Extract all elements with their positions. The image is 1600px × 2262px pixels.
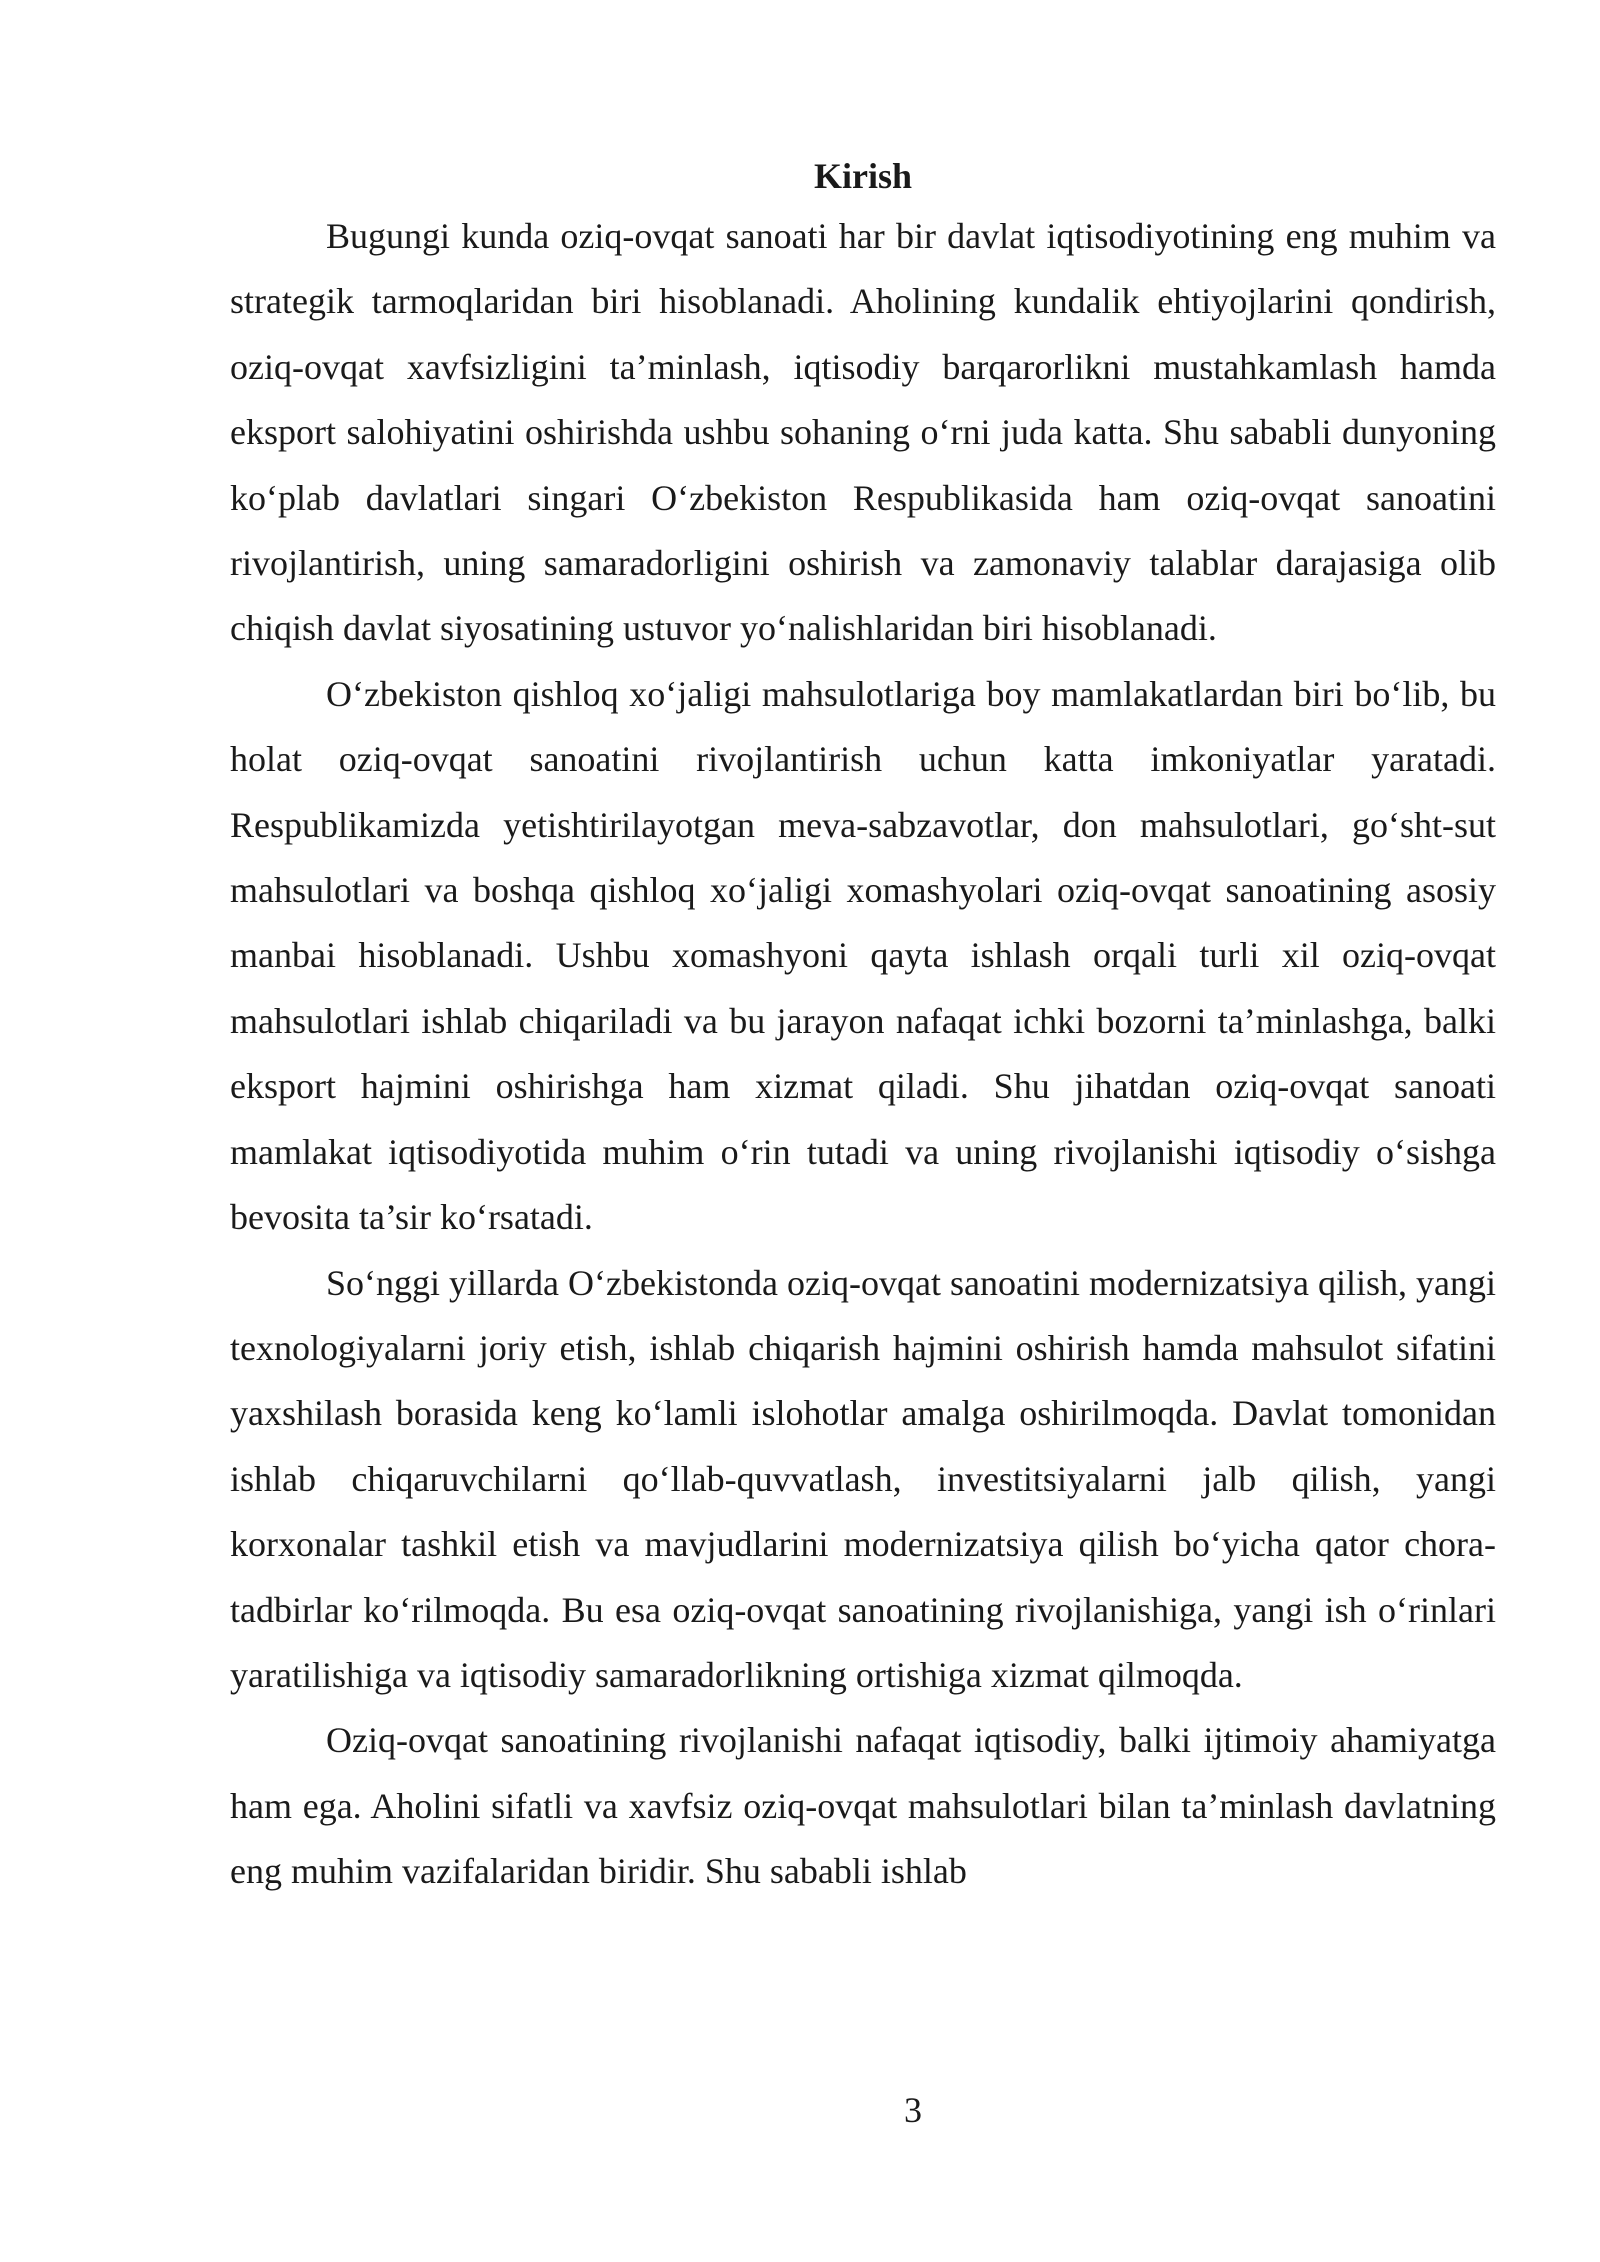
section-title: Kirish xyxy=(813,156,912,196)
paragraph-1: Bugungi kunda oziq-ovqat sanoati har bir davlat iqtisodiyotining eng muhim va strategik tarmoqlaridan biri hisoblanadi. Aholining kundalik ehtiyojlarini qondirish, oziq-ovqat xavfsizligini ta’minlash, iqtisodiy barqarorlikni mustahkamlash hamda eksport salohiyatini oshirishda ushbu sohaning o‘rni juda katta. Shu sababli dunyoning ko‘plab davlatlari singari O‘zbekiston Respublikasida ham oziq-ovqat sanoatini rivojlantirish, uning samaradorligini oshirish va zamonaviy talablar darajasiga olib chiqish davlat siyosatining ustuvor yo‘nalishlaridan biri hisoblanadi. xyxy=(230,216,1496,649)
paragraph-2: O‘zbekiston qishloq xo‘jaligi mahsulotlariga boy mamlakatlardan biri bo‘lib, bu holat oziq-ovqat sanoatini rivojlantirish uchun katta imkoniyatlar yaratadi. Respublikamizda yetishtirilayotgan meva-sabzavotlar, don mahsulotlari, go‘sht-sut mahsulotlari va boshqa qishloq xo‘jaligi xomashyolari oziq-ovqat sanoatining asosiy manbai hisoblanadi. Ushbu xomashyoni qayta ishlash orqali turli xil oziq-ovqat mahsulotlari ishlab chiqariladi va bu jarayon nafaqat ichki bozorni ta’minlashga, balki eksport hajmini oshirishga ham xizmat qiladi. Shu jihatdan oziq-ovqat sanoati mamlakat iqtisodiyotida muhim o‘rin tutadi va uning rivojlanishi iqtisodiy o‘sishga bevosita ta’sir ko‘rsatadi. xyxy=(230,673,1496,1238)
paragraph-4: Oziq-ovqat sanoatining rivojlanishi nafaqat iqtisodiy, balki ijtimoiy ahamiyatga ham ega. Aholini sifatli va xavfsiz oziq-ovqat mahsulotlari bilan ta’minlash davlatning eng muhim vazifalaridan biridir. Shu sababli ishlab xyxy=(230,1720,1496,1892)
paragraph-3: So‘nggi yillarda O‘zbekistonda oziq-ovqat sanoatini modernizatsiya qilish, yangi texnologiyalarni joriy etish, ishlab chiqarish hajmini oshirish hamda mahsulot sifatini yaxshilash borasida keng ko‘lamli islohotlar amalga oshirilmoqda. Davlat tomonidan ishlab chiqaruvchilarni qo‘llab-quvvatlash, investitsiyalarni jalb qilish, yangi korxonalar tashkil etish va mavjudlarini modernizatsiya qilish bo‘yicha qator chora-tadbirlar ko‘rilmoqda. Bu esa oziq-ovqat sanoatining rivojlanishiga, yangi ish o‘rinlari yaratilishiga va iqtisodiy samaradorlikning ortishiga xizmat qilmoqda. xyxy=(230,1262,1496,1695)
page-number: 3 xyxy=(904,2090,922,2130)
page-content xyxy=(230,148,1496,1905)
